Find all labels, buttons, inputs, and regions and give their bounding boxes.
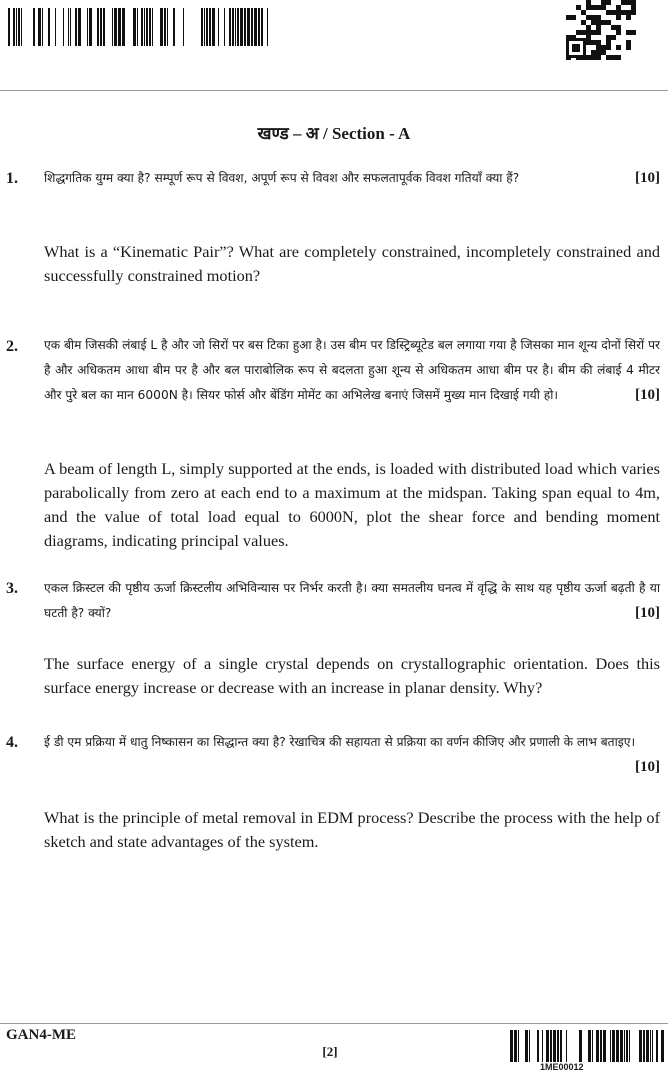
question-1-number: 1. (6, 170, 18, 187)
question-2-hindi: एक बीम जिसकी लंबाई L है और जो सिरों पर बस टिका हुआ है। उस बीम पर डिस्ट्रिब्यूटेड बल लगाया गया है जिसका मान शून्य दोनों सिरों पर है और अधिकतम आधा बीम पर है और बल पाराबोलिक रूप से बदलता हुआ शून्य से अधिकतम आधा बीम पर है। बीम की लंबाई 4 मीटर और पुरे बल का मान 6000N है। सियर फोर्स और बेंडिंग मोमेंट का अभिलेख बनाएं जिसमें मुख्य मान दिखाई गयी हो। [10] (44, 333, 660, 408)
question-2-marks: [10] (635, 387, 660, 403)
question-3-hindi: एकल क्रिस्टल की पृष्ठीय ऊर्जा क्रिस्टलीय अभिविन्यास पर निर्भर करती है। क्या समतलीय घनत्व में वृद्धि के साथ यह पृष्ठीय ऊर्जा बढ़ती है या घटती है? क्यों? [10] (44, 576, 660, 626)
paper-code: GAN4-ME (6, 1027, 76, 1043)
question-2-number: 2. (6, 338, 18, 355)
bottom-barcode (510, 1030, 666, 1062)
section-title: खण्ड – अ / Section - A (257, 124, 411, 143)
qr-code (566, 0, 640, 60)
question-1-hindi: शिद्धगतिक युग्म क्या है? सम्पूर्ण रूप से विवश, अपूर्ण रूप से विवश और सफलतापूर्वक विवश गतियाँ क्या हैं? [10] (44, 166, 660, 191)
question-4-marks: [10] (635, 759, 660, 775)
question-1-marks: [10] (635, 170, 660, 186)
top-barcode (8, 8, 268, 46)
question-3-english: The surface energy of a single crystal depends on crystallographic orientation. Does this surface energy increase or decrease with an increase in planar density. Why? (44, 654, 660, 697)
question-1-english: What is a “Kinematic Pair”? What are completely constrained, incompletely constrained and successfully constrained motion? (44, 242, 660, 285)
page-number: [2] (322, 1044, 338, 1059)
bottom-divider (0, 1023, 668, 1024)
question-4-hindi: ई डी एम प्रक्रिया में धातु निष्कासन का सिद्धान्त क्या है? रेखाचित्र की सहायता से प्रक्रिया का वर्णन कीजिए और प्रणाली के लाभ बताइए। [10] (44, 730, 660, 780)
question-3-marks: [10] (635, 605, 660, 621)
question-3-number: 3. (6, 580, 18, 597)
question-2-english: A beam of length L, simply supported at the ends, is loaded with distributed load which varies parabolically from zero at each end to a maximum at the midspan. Taking span equal to 4m, and the value of total load equal to 6000N, plot the shear force and bending moment diagrams, indicating principal values. (44, 459, 660, 550)
top-divider (0, 90, 668, 91)
barcode-number: 1ME00012 (540, 1062, 584, 1072)
question-4-number: 4. (6, 734, 18, 751)
question-4-english: What is the principle of metal removal in EDM process? Describe the process with the help of sketch and state advantages of the system. (44, 808, 660, 851)
